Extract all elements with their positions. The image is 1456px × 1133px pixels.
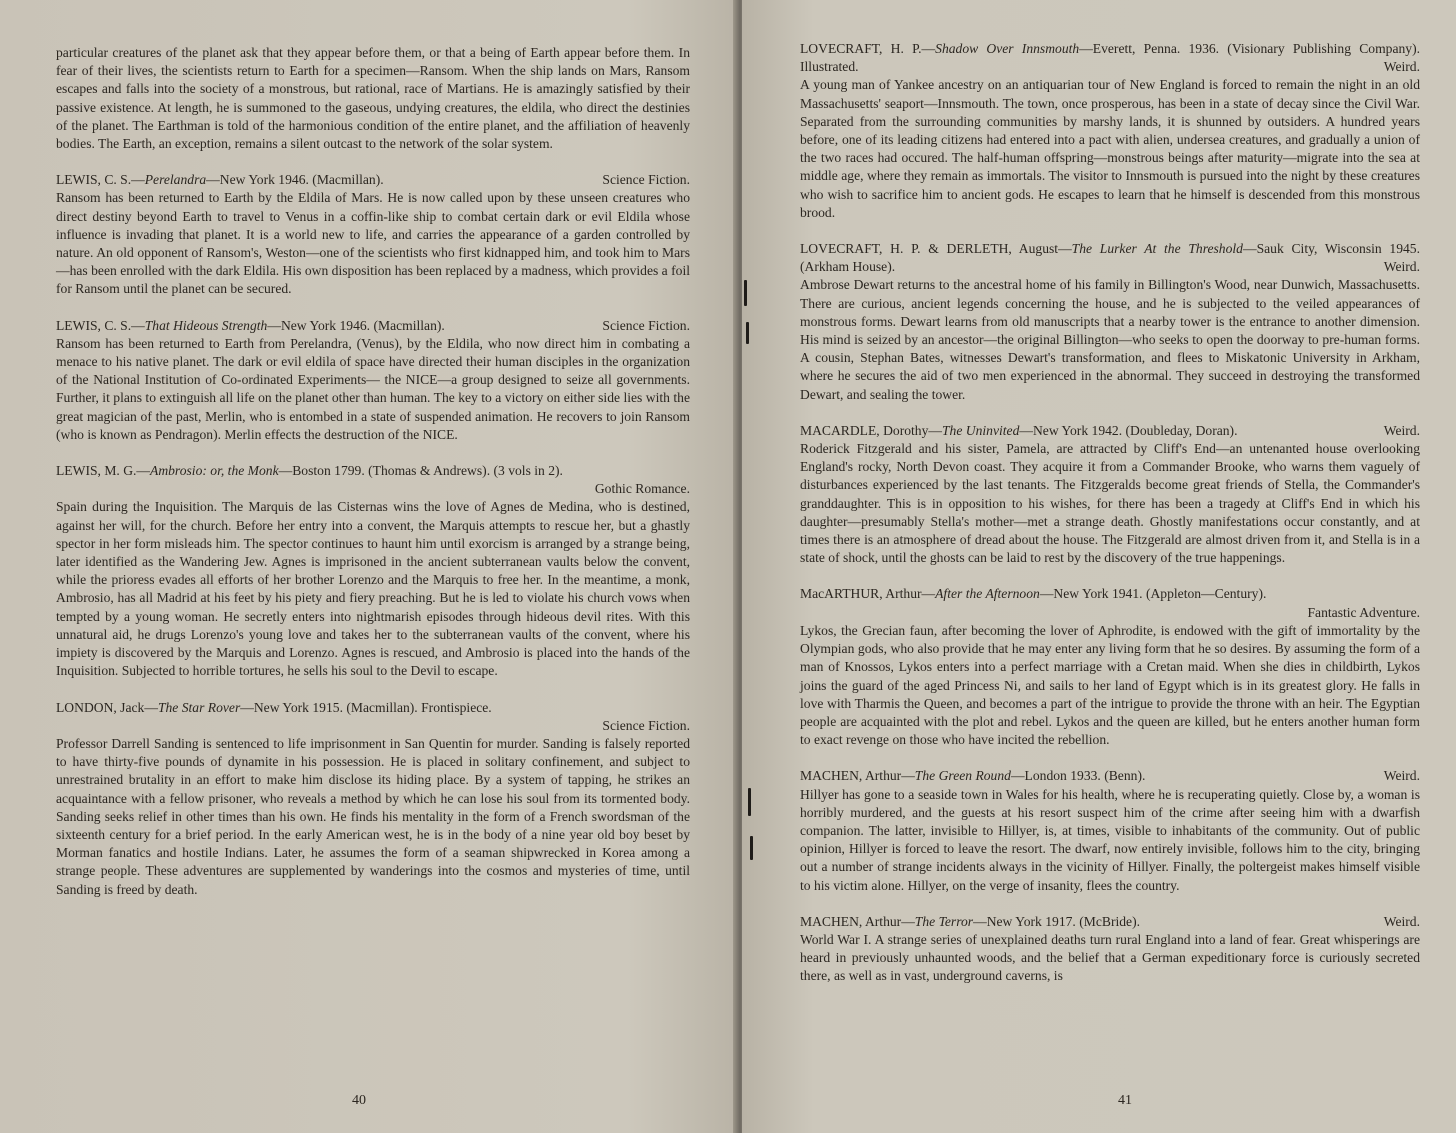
entry-publication: —New York 1941. (Appleton—Century). — [1039, 586, 1267, 602]
entry-author: LONDON, Jack— — [56, 699, 158, 715]
margin-mark — [744, 280, 747, 306]
entry-author: LEWIS, C. S.— — [56, 172, 145, 188]
entry-summary: Ambrose Dewart returns to the ancestral home of his family in Billington's Wood, near Dunwich, Massachusetts. There are curious, ancient legends concerning the house, and he is subjected to the veiled appearances of monstrous forms. Dewart learns from old manuscripts that a nearby tower is the entrance to another dimension. His mind is seized by an ancestor—the original Billington—who seeks to open the doorway to pre-human forms. A cousin, Stephan Bates, witnesses Dewart's transformation, and flees to Miskatonic University in Arkham, where he secures the aid of two men experienced in the abnormal. They succeed in destroying the transformed Dewart, and sealing the tower. — [800, 277, 1420, 402]
entry-author: MacARTHUR, Arthur— — [800, 586, 936, 602]
entry-genre: Gothic Romance. — [594, 481, 690, 497]
entry-genre: Weird. — [1383, 259, 1420, 275]
entry-author: LOVECRAFT, H. P. & DERLETH, August— — [800, 241, 1072, 257]
page-number: 40 — [352, 1093, 366, 1108]
entry-heading — [800, 422, 1420, 440]
left-column — [56, 44, 690, 917]
entry-title: The Lurker At the Threshold — [1071, 241, 1243, 257]
entry-publication: —New York 1942. (Doubleday, Doran). — [1019, 422, 1238, 438]
entry-title: Ambrosio: or, the Monk — [150, 463, 279, 479]
entry-genre: Weird. — [1383, 422, 1420, 438]
entry-macardle-uninvited — [800, 422, 1420, 568]
entry-publication: —New York 1946. (Macmillan). — [267, 317, 445, 333]
entry-title: The Green Round — [914, 768, 1011, 784]
entry-machen-terror — [800, 913, 1420, 986]
lead-paragraph: particular creatures of the planet ask that they appear before them, or that a being of Earth appear before them. In fear of their lives, the scientists return to Earth for a specimen—Ransom. When the ship lands on Mars, Ransom escapes and falls into the society of a monstrous, but rational, race of Martians. He is amazingly satisfied by their passive existence. At length, he is summoned to the gaseous, undying creatures, the eldila, who direct the destinies of the planet. The Earthman is told of the harmonious condition of the entire planet, and the affiliation of heavenly bodies. The Earth, an exception, remains a silent outcast to the network of the solar system. — [56, 45, 690, 152]
entry-publication: —New York 1946. (Macmillan). — [206, 172, 384, 188]
entry-title: Shadow Over Innsmouth — [935, 41, 1080, 56]
entry-title: That Hideous Strength — [144, 317, 268, 333]
entry-heading — [800, 585, 1420, 603]
entry-author: MACHEN, Arthur— — [800, 913, 915, 929]
entry-summary: A young man of Yankee ancestry on an antiquarian tour of New England is forced to remain the night in an old Massachusetts' seaport—Innsmouth. The town, once prosperous, has been in a state of decay since the Civil War. Separated from the surrounding communities by marshy lands, it is shunned by outsiders. A hundred years before, one of its leading citizens had entered into a pact with alien, undersea creatures, and gradually a union of the two races had occured. The half-human offspring—monstrous beings after maturity—migrate into the sea at middle age, where they remain as immortals. The visitor to Innsmouth is pursued into the night by these creatures who wish to sacrifice him to ancient gods. He escapes to learn that he himself is descended from this monstrous brood. — [800, 77, 1420, 220]
entry-heading — [56, 462, 690, 480]
entry-heading — [56, 317, 690, 335]
entry-genre: Weird. — [1383, 59, 1420, 75]
entry-genre: Fantastic Adventure. — [1307, 604, 1420, 620]
entry-genre: Science Fiction. — [602, 317, 690, 333]
entry-lovecraft-innsmouth — [800, 40, 1420, 222]
entry-summary: Lykos, the Grecian faun, after becoming the lover of Aphrodite, is endowed with the gift of immortality by the Olympian gods, who also provide that he may enter any living form that he so desires. By assuming the form of a man of Knossos, Lykos enters into a perfect marriage with a Cretan maid. When she dies in childbirth, Lykos joins the guard of the aged Princess Ni, and sails to her land of Egypt which is in its greatest glory. He falls in love with Tharmis the Queen, and becomes a part of the intrigue to provide the throne with an heir. The Egyptian people are acquainted with the plot and rebel. Lykos and the queen are killed, but he enters another human form to exact revenge on those who have incited the rebellion. — [800, 622, 1420, 748]
entry-title: Perelandra — [144, 172, 207, 188]
entry-heading — [56, 699, 690, 717]
entry-publication: —Sauk City, Wisconsin 1945. (Arkham House). — [800, 241, 1421, 275]
entry-genre: Science Fiction. — [602, 172, 690, 188]
entry-author: LEWIS, M. G.— — [56, 463, 151, 479]
entry-genre: Weird. — [1383, 913, 1420, 929]
entry-summary: Ransom has been returned to Earth by the Eldila of Mars. He is now called upon by these unseen creatures who direct destiny beyond Earth to travel to Venus in a coffin-like ship to combat certain dark or evil Eldila whose influence is invading that planet. It is a world new to life, and carries the appearance of a garden controlled by nature. An old opponent of Ransom's, Weston—one of the scientists who first kidnapped him, and took him to Mars—has been enrolled with the dark Eldila. His own disposition has been replaced by a madness, which provides a foil for Ransom until the planet can be secured. — [56, 190, 690, 297]
entry-lewis-hideous-strength — [56, 317, 690, 444]
entry-heading — [800, 767, 1420, 785]
entry-genre: Science Fiction. — [602, 717, 690, 733]
entry-summary: Spain during the Inquisition. The Marquis de las Cisternas wins the love of Agnes de Medina, who is destined, against her will, for the church. Before her entry into a convent, the Marquis attempts to rescue her, but a ghastly spector in her form misleads him. The spector continues to haunt him until exorcism is arranged by a strange being, later identified as the Wandering Jew. Agnes is imprisoned in the ancient subterranean vaults below the convent, while the prioress evades all efforts of her brother Lorenzo and the Marquis to free her. In the meantime, a monk, Ambrosio, has all Madrid at his feet by his piety and fiery preaching. But he is led to violate his church vows when tempted by a young woman. He secretly enters into nightmarish episodes through hideous devil rites. With this unnatural aid, he drugs Lorenzo's young love and takes her to the subterranean vaults of the convent, where his impiety is discovered by the Marquis and Lorenzo. Agnes is rescued, and Ambrosio is placed into the hands of the Inquisition. Subjected to horrible tortures, he sells his soul to the Devil to escape. — [56, 499, 690, 679]
entry-title: The Star Rover — [157, 699, 241, 715]
entry-summary: Hillyer has gone to a seaside town in Wales for his health, where he is recuperating quietly. Close by, a woman is horribly murdered, and the guests at his resort suspect him of the crime after seeing him with a dwarfish companion. The latter, invisible to Hillyer, is, at times, visible to inhabitants of the community. Out of public opinion, Hillyer is forced to leave the resort. The dwarf, now entirely invisible, follows him to the city, bringing out a number of strange incidents always in the vicinity of Hillyer. Finally, the poltergeist makes himself visible to his victim alone. Hillyer, on the verge of insanity, flees the country. — [800, 786, 1420, 893]
right-page — [742, 0, 1456, 1133]
entry-publication: —Boston 1799. (Thomas & Andrews). (3 vols in 2). — [278, 463, 563, 479]
entry-london-star-rover — [56, 699, 690, 899]
entry-publication: —London 1933. (Benn). — [1010, 768, 1146, 784]
entry-summary: Ransom has been returned to Earth from Perelandra, (Venus), by the Eldila, who now direct him in combating a menace to his native planet. The dark or evil eldila of space have directed their human disciples in the organization of the National Institution of Co-ordinated Experiments— the NICE—a group designed to seize all governments. Further, it plans to extinguish all life on the planet other than human. The key to a victory on either side lies with the great magician of the past, Merlin, who is entombed in a state of suspended animation. He recovers to join Ransom (who is known as Pendragon). Merlin effects the destruction of the NICE. — [56, 335, 690, 442]
entry-heading — [800, 40, 1420, 76]
right-column — [800, 40, 1420, 1004]
entry-author: LOVECRAFT, H. P.— — [800, 41, 936, 56]
margin-mark — [748, 788, 751, 816]
entry-heading — [800, 913, 1420, 931]
entry-title: The Terror — [914, 913, 974, 929]
entry-summary: World War I. A strange series of unexplained deaths turn rural England into a land of fear. Great whisperings are heard in previously unhaunted woods, and the belief that a German expeditionary force is curiously secreted there, as well as in vast, underground caverns, is — [800, 931, 1420, 984]
entry-author: LEWIS, C. S.— — [56, 317, 145, 333]
entry-lewis-ambrosio — [56, 462, 690, 680]
entry-heading — [800, 240, 1420, 276]
margin-mark — [750, 836, 753, 860]
entry-genre: Weird. — [1383, 768, 1420, 784]
entry-machen-green-round — [800, 767, 1420, 894]
entry-title: The Uninvited — [941, 422, 1020, 438]
entry-title: After the Afternoon — [935, 586, 1040, 602]
entry-publication: —New York 1917. (McBride). — [973, 913, 1140, 929]
entry-author: MACARDLE, Dorothy— — [800, 422, 942, 438]
margin-mark — [746, 322, 749, 344]
entry-publication: —New York 1915. (Macmillan). Frontispiece. — [240, 699, 492, 715]
entry-lewis-perelandra — [56, 171, 690, 298]
entry-summary: Roderick Fitzgerald and his sister, Pamela, are attracted by Cliff's End—an untenanted house overlooking England's rocky, North Devon coast. They acquire it from a Commander Brooke, who warns them vaguely of disturbances experienced by the last tenants. The Fitzgeralds become great friends of Stella, the Commander's granddaughter. This is in opposition to his wishes, for there has been a tragedy at Cliff's End in which his daughter—presumably Stella's mother—met a strange death. Ghostly manifestations occur constantly, and at times there is an atmosphere of dread about the house. The Fitzgerald are almost driven from it, and Stella is in a state of shock, until the ghosts can be laid to rest by the discovery of the true happenings. — [800, 441, 1420, 566]
entry-macarthur-afternoon — [800, 585, 1420, 749]
page-number: 41 — [1118, 1093, 1132, 1108]
entry-lovecraft-lurker — [800, 240, 1420, 404]
entry-summary: Professor Darrell Sanding is sentenced to life imprisonment in San Quentin for murder. Sanding is falsely reported to have thirty-five pounds of dynamite in his possession. He is placed in solitary confinement, and subject to unrestrained brutality in an effort to make him disclose its hiding place. By a system of tapping, he strikes an acquaintance with a fellow prisoner, who reveals a method by which he can lose his soul from its tormented body. Sanding seeks relief in other times than his own. He finds his mentality in the form of a French swordsman of the sixteenth century for a brief period. In the early American west, he is in the body of a nine year old boy beset by Morman fanatics and hostile Indians. Later, he assumes the form of a seaman shipwrecked in Korea among a strange people. These adventures are supplemented by wanderings into the cosmos and mysteries of time, until Sanding is freed by death. — [56, 735, 690, 897]
entry-publication: —Everett, Penna. 1936. (Visionary Publishing Company). Illustrated. — [800, 41, 1420, 75]
entry-author: MACHEN, Arthur— — [800, 768, 915, 784]
entry-heading — [56, 171, 690, 189]
